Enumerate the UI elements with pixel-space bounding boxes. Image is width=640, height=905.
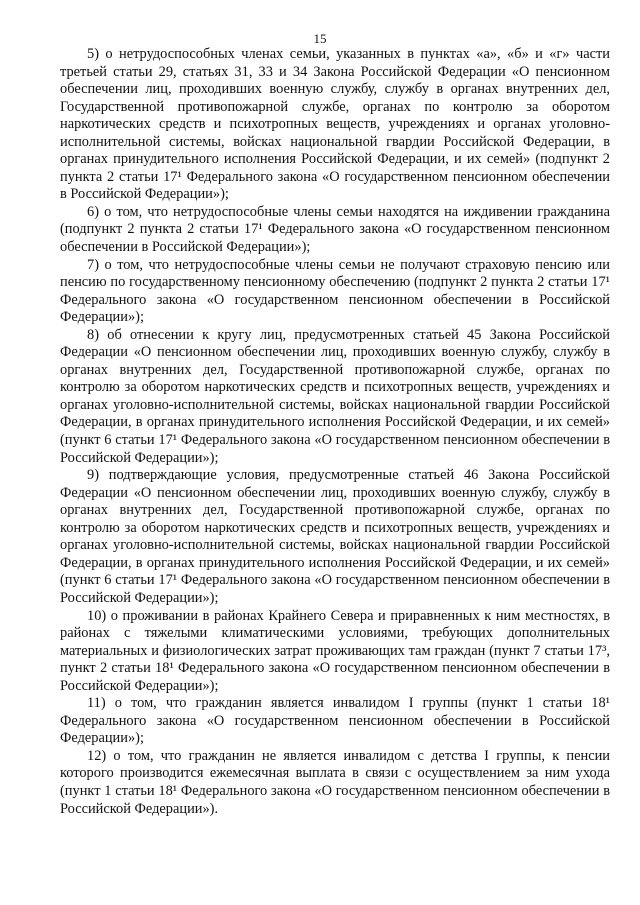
- paragraph-item-12: 12) о том, что гражданин не является инвалидом с детства I группы, к пенсии которого производится ежемесячная выплата в связи с осуществлением за ним ухода (пункт 1 статьи 18¹ Федерального закона «О государственном пенсионном обеспечении в Российской Федерации»).: [60, 747, 610, 817]
- paragraph-item-5: 5) о нетрудоспособных членах семьи, указанных в пунктах «а», «б» и «г» части третьей статьи 29, статьях 31, 33 и 34 Закона Российской Федерации «О пенсионном обеспечении лиц, проходивших военную службу, службу в органах внутренних дел, Государственной противопожарной службе, органах по контролю за оборотом наркотических средств и психотропных веществ, учреждениях и органах уголовно-исполнительной системы, войсках национальной гвардии Российской Федерации, в органах принудительного исполнения Российской Федерации, и их семей» (подпункт 2 пункта 2 статьи 17¹ Федерального закона «О государственном пенсионном обеспечении в Российской Федерации»);: [60, 46, 610, 203]
- paragraph-item-8: 8) об отнесении к кругу лиц, предусмотренных статьей 45 Закона Российской Федерации «О пенсионном обеспечении лиц, проходивших военную службу, службу в органах внутренних дел, Государственной противопожарной службе, органах по контролю за оборотом наркотических средств и психотропных веществ, учреждениях и органах уголовно-исполнительной системы, войсках национальной гвардии Российской Федерации, в органах принудительного исполнения Российской Федерации, и их семей» (пункт 6 статьи 17¹ Федерального закона «О государственном пенсионном обеспечении в Российской Федерации»);: [60, 326, 610, 466]
- page-number: 15: [313, 31, 327, 46]
- paragraph-item-6: 6) о том, что нетрудоспособные члены семьи находятся на иждивении гражданина (подпункт 2 пункта 2 статьи 17¹ Федерального закона «О государственном пенсионном обеспечении в Российской Федерации»);: [60, 203, 610, 256]
- paragraph-item-9: 9) подтверждающие условия, предусмотренные статьей 46 Закона Российской Федерации «О пенсионном обеспечении лиц, проходивших военную службу, службу в органах внутренних дел, Государственной противопожарной службе, органах по контролю за оборотом наркотических средств и психотропных веществ, учреждениях и органах уголовно-исполнительной системы, войсках национальной гвардии Российской Федерации, в органах принудительного исполнения Российской Федерации, и их семей» (пункт 6 статьи 17¹ Федерального закона «О государственном пенсионном обеспечении в Российской Федерации»);: [60, 467, 610, 606]
- document-body: [60, 46, 610, 818]
- paragraph-item-10: 10) о проживании в районах Крайнего Севера и приравненных к ним местностях, в районах с тяжелыми климатическими условиями, требующих дополнительных материальных и физиологических затрат проживающих там граждан (пункт 7 статьи 17³, пункт 2 статьи 18¹ Федерального закона «О государственном пенсионном обеспечении в Российской Федерации»);: [60, 607, 610, 694]
- paragraph-item-7: 7) о том, что нетрудоспособные члены семьи не получают страховую пенсию или пенсию по государственному пенсионному обеспечению (подпункт 2 пункта 2 статьи 17¹ Федерального закона «О государственном пенсионном обеспечении в Российской Федерации»);: [60, 256, 610, 326]
- paragraph-item-11: 11) о том, что гражданин является инвалидом I группы (пункт 1 статьи 18¹ Федерального закона «О государственном пенсионном обеспечении в Российской Федерации»);: [60, 695, 610, 747]
